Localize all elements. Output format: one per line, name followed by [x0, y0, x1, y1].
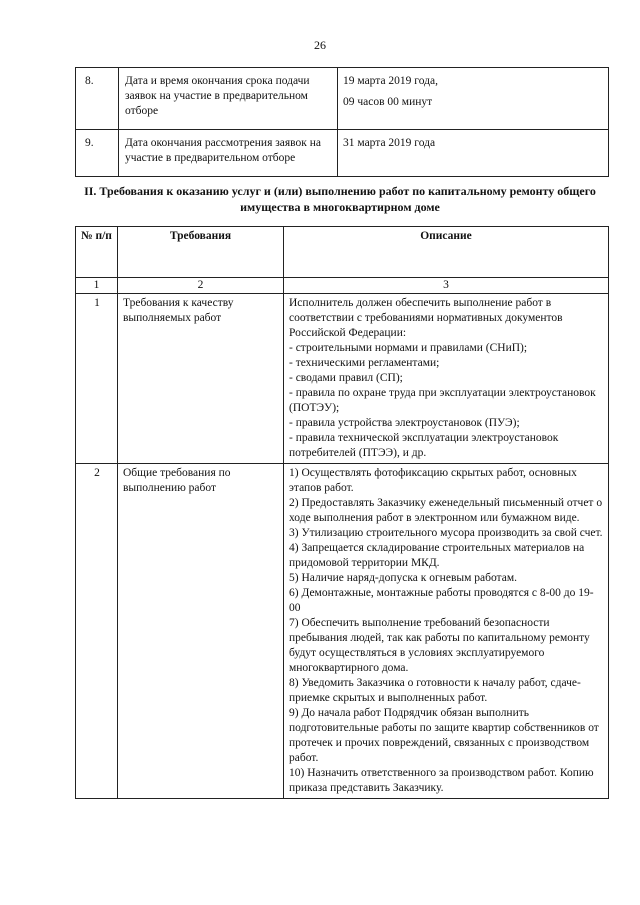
description-line: 7) Обеспечить выполнение требований безопасности пребывания людей, так как работы по капитальному ремонту будут осуществляться в условиях эксплуатируемого многоквартирного дома.	[289, 617, 590, 674]
description-line: - сводами правил (СП);	[289, 372, 403, 384]
requirements-table	[75, 226, 609, 799]
row-number: 8.	[76, 68, 119, 130]
description-line: 10) Назначить ответственного за производством работ. Копию приказа представить Заказчику.	[289, 767, 594, 794]
description-line: 6) Демонтажные, монтажные работы проводятся с 8-00 до 19-00	[289, 587, 594, 614]
table-row	[76, 294, 609, 464]
row-number: 1	[76, 294, 118, 464]
row-number: 9.	[76, 130, 119, 177]
description-line: Исполнитель должен обеспечить выполнение работ в соответствии с требованиями нормативных документов Российской Федерации:	[289, 297, 563, 339]
value-line: 31 марта 2019 года	[343, 137, 436, 149]
row-name: Дата и время окончания срока подачи заявок на участие в предварительном отборе	[119, 68, 338, 130]
description-line: 4) Запрещается складирование строительных материалов на придомовой территории МКД.	[289, 542, 585, 569]
column-number-row	[76, 278, 609, 294]
description-line: 3) Утилизацию строительного мусора производить за свой счет.	[289, 527, 603, 539]
requirement-name: Требования к качеству выполняемых работ	[118, 294, 284, 464]
row-number: 2	[76, 464, 118, 799]
value-line: 09 часов 00 минут	[343, 96, 433, 108]
column-header-requirements: Требования	[118, 227, 284, 278]
description-line: 8) Уведомить Заказчика о готовности к началу работ, сдаче-приемке скрытых и выполненных работ.	[289, 677, 581, 704]
column-header-number: № п/п	[76, 227, 118, 278]
column-number: 2	[118, 278, 284, 294]
description-line: 5) Наличие наряд-допуска к огневым работам.	[289, 572, 517, 584]
requirement-description	[284, 294, 609, 464]
header-row	[76, 227, 609, 278]
description-lines	[289, 466, 604, 796]
page-number: 26	[314, 38, 326, 52]
row-value	[338, 130, 609, 177]
requirement-name: Общие требования по выполнению работ	[118, 464, 284, 799]
table-row	[76, 68, 609, 130]
row-value	[338, 68, 609, 130]
requirement-description	[284, 464, 609, 799]
description-lines	[289, 296, 604, 461]
section-heading: II. Требования к оказанию услуг и (или) выполнению работ по капитальному ремонту общего имущества в многоквартирном доме	[84, 184, 596, 214]
description-line: 1) Осуществлять фотофиксацию скрытых работ, основных этапов работ.	[289, 467, 577, 494]
description-line: - правила по охране труда при эксплуатации электроустановок (ПОТЭУ);	[289, 387, 596, 414]
column-number: 1	[76, 278, 118, 294]
column-number: 3	[284, 278, 609, 294]
description-line: - правила технической эксплуатации электроустановок потребителей (ПТЭЭ), и др.	[289, 432, 559, 459]
table-row	[76, 464, 609, 799]
description-line: - техническими регламентами;	[289, 357, 440, 369]
description-line: - строительными нормами и правилами (СНиП);	[289, 342, 528, 354]
procurement-dates-table	[75, 67, 609, 177]
table-row	[76, 130, 609, 177]
description-line: 9) До начала работ Подрядчик обязан выполнить подготовительные работы по защите квартир собственников от протечек и прочих повреждений, связанных с производством работ.	[289, 707, 599, 764]
value-line: 19 марта 2019 года,	[343, 75, 438, 87]
column-header-description: Описание	[284, 227, 609, 278]
description-line: - правила устройства электроустановок (ПУЭ);	[289, 417, 520, 429]
description-line: 2) Предоставлять Заказчику еженедельный письменный отчет о ходе выполнения работ в электронном или бумажном виде.	[289, 497, 603, 524]
row-name: Дата окончания рассмотрения заявок на участие в предварительном отборе	[119, 130, 338, 177]
